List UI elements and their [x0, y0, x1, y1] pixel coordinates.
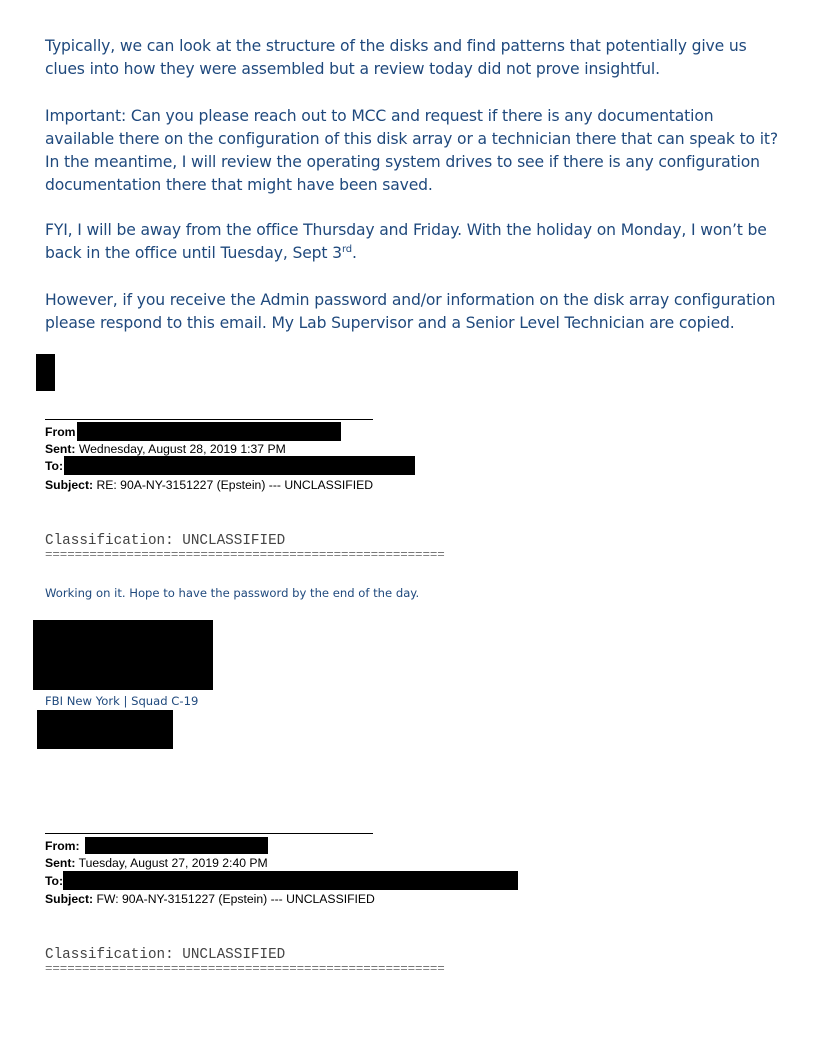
to-line: [45, 458, 63, 474]
sent-label: Sent:: [45, 856, 76, 870]
signature-org: FBI New York | Squad C-19: [45, 694, 199, 708]
subject-line: [45, 477, 373, 493]
fyi-paragraph: [45, 219, 785, 265]
from-label: From: [45, 425, 76, 439]
redaction-box: [36, 354, 55, 391]
redaction-box: [64, 456, 415, 475]
subject-label: Subject:: [45, 478, 94, 492]
redaction-box: [85, 837, 268, 854]
classification-label: Classification: UNCLASSIFIED: [45, 533, 286, 549]
subject-value: RE: 90A-NY-3151227 (Epstein) --- UNCLASSIFIED: [93, 478, 374, 492]
header-divider: [45, 419, 373, 420]
sent-line: [45, 441, 286, 457]
to-label: To:: [45, 874, 64, 888]
classification-separator: ======================================================: [45, 962, 445, 976]
redaction-box: [77, 422, 341, 441]
from-line: [45, 838, 80, 854]
email-message: Working on it. Hope to have the password by the end of the day.: [45, 586, 420, 600]
intro-paragraph: Typically, we can look at the structure of the disks and find patterns that potentially give us clues into how they were assembled but a review today did not prove insightful.: [45, 37, 747, 78]
fyi-end: .: [351, 244, 357, 262]
classification-label: Classification: UNCLASSIFIED: [45, 947, 286, 963]
however-paragraph: However, if you receive the Admin password and/or information on the disk array configuration please respond to this email. My Lab Supervisor and a Senior Level Technician are copied.: [45, 291, 776, 332]
header-divider: [45, 833, 373, 834]
from-label: From:: [45, 839, 80, 853]
sent-value: Tuesday, August 27, 2019 2:40 PM: [75, 856, 268, 870]
fyi-ordinal-suffix: rd: [341, 243, 352, 255]
redaction-box: [37, 710, 173, 749]
subject-value: FW: 90A-NY-3151227 (Epstein) --- UNCLASSIFIED: [93, 892, 375, 906]
subject-label: Subject:: [45, 892, 94, 906]
sent-value: Wednesday, August 28, 2019 1:37 PM: [75, 442, 286, 456]
redaction-box: [63, 871, 518, 890]
sent-label: Sent:: [45, 442, 76, 456]
fyi-text: FYI, I will be away from the office Thursday and Friday. With the holiday on Monday, I won’t be back in the office until Tuesday, Sept 3: [45, 221, 767, 262]
important-paragraph: Important: Can you please reach out to MCC and request if there is any documentation available there on the configuration of this disk array or a technician there that can speak to it? In the meantime, I will review the operating system drives to see if there is any configuration documentation there that might have been saved.: [45, 107, 779, 194]
to-line: [45, 873, 63, 889]
from-line: [45, 424, 75, 440]
classification-separator: ======================================================: [45, 548, 445, 562]
to-label: To:: [45, 459, 64, 473]
redaction-box: [33, 620, 213, 690]
subject-line: [45, 891, 375, 907]
sent-line: [45, 855, 268, 871]
